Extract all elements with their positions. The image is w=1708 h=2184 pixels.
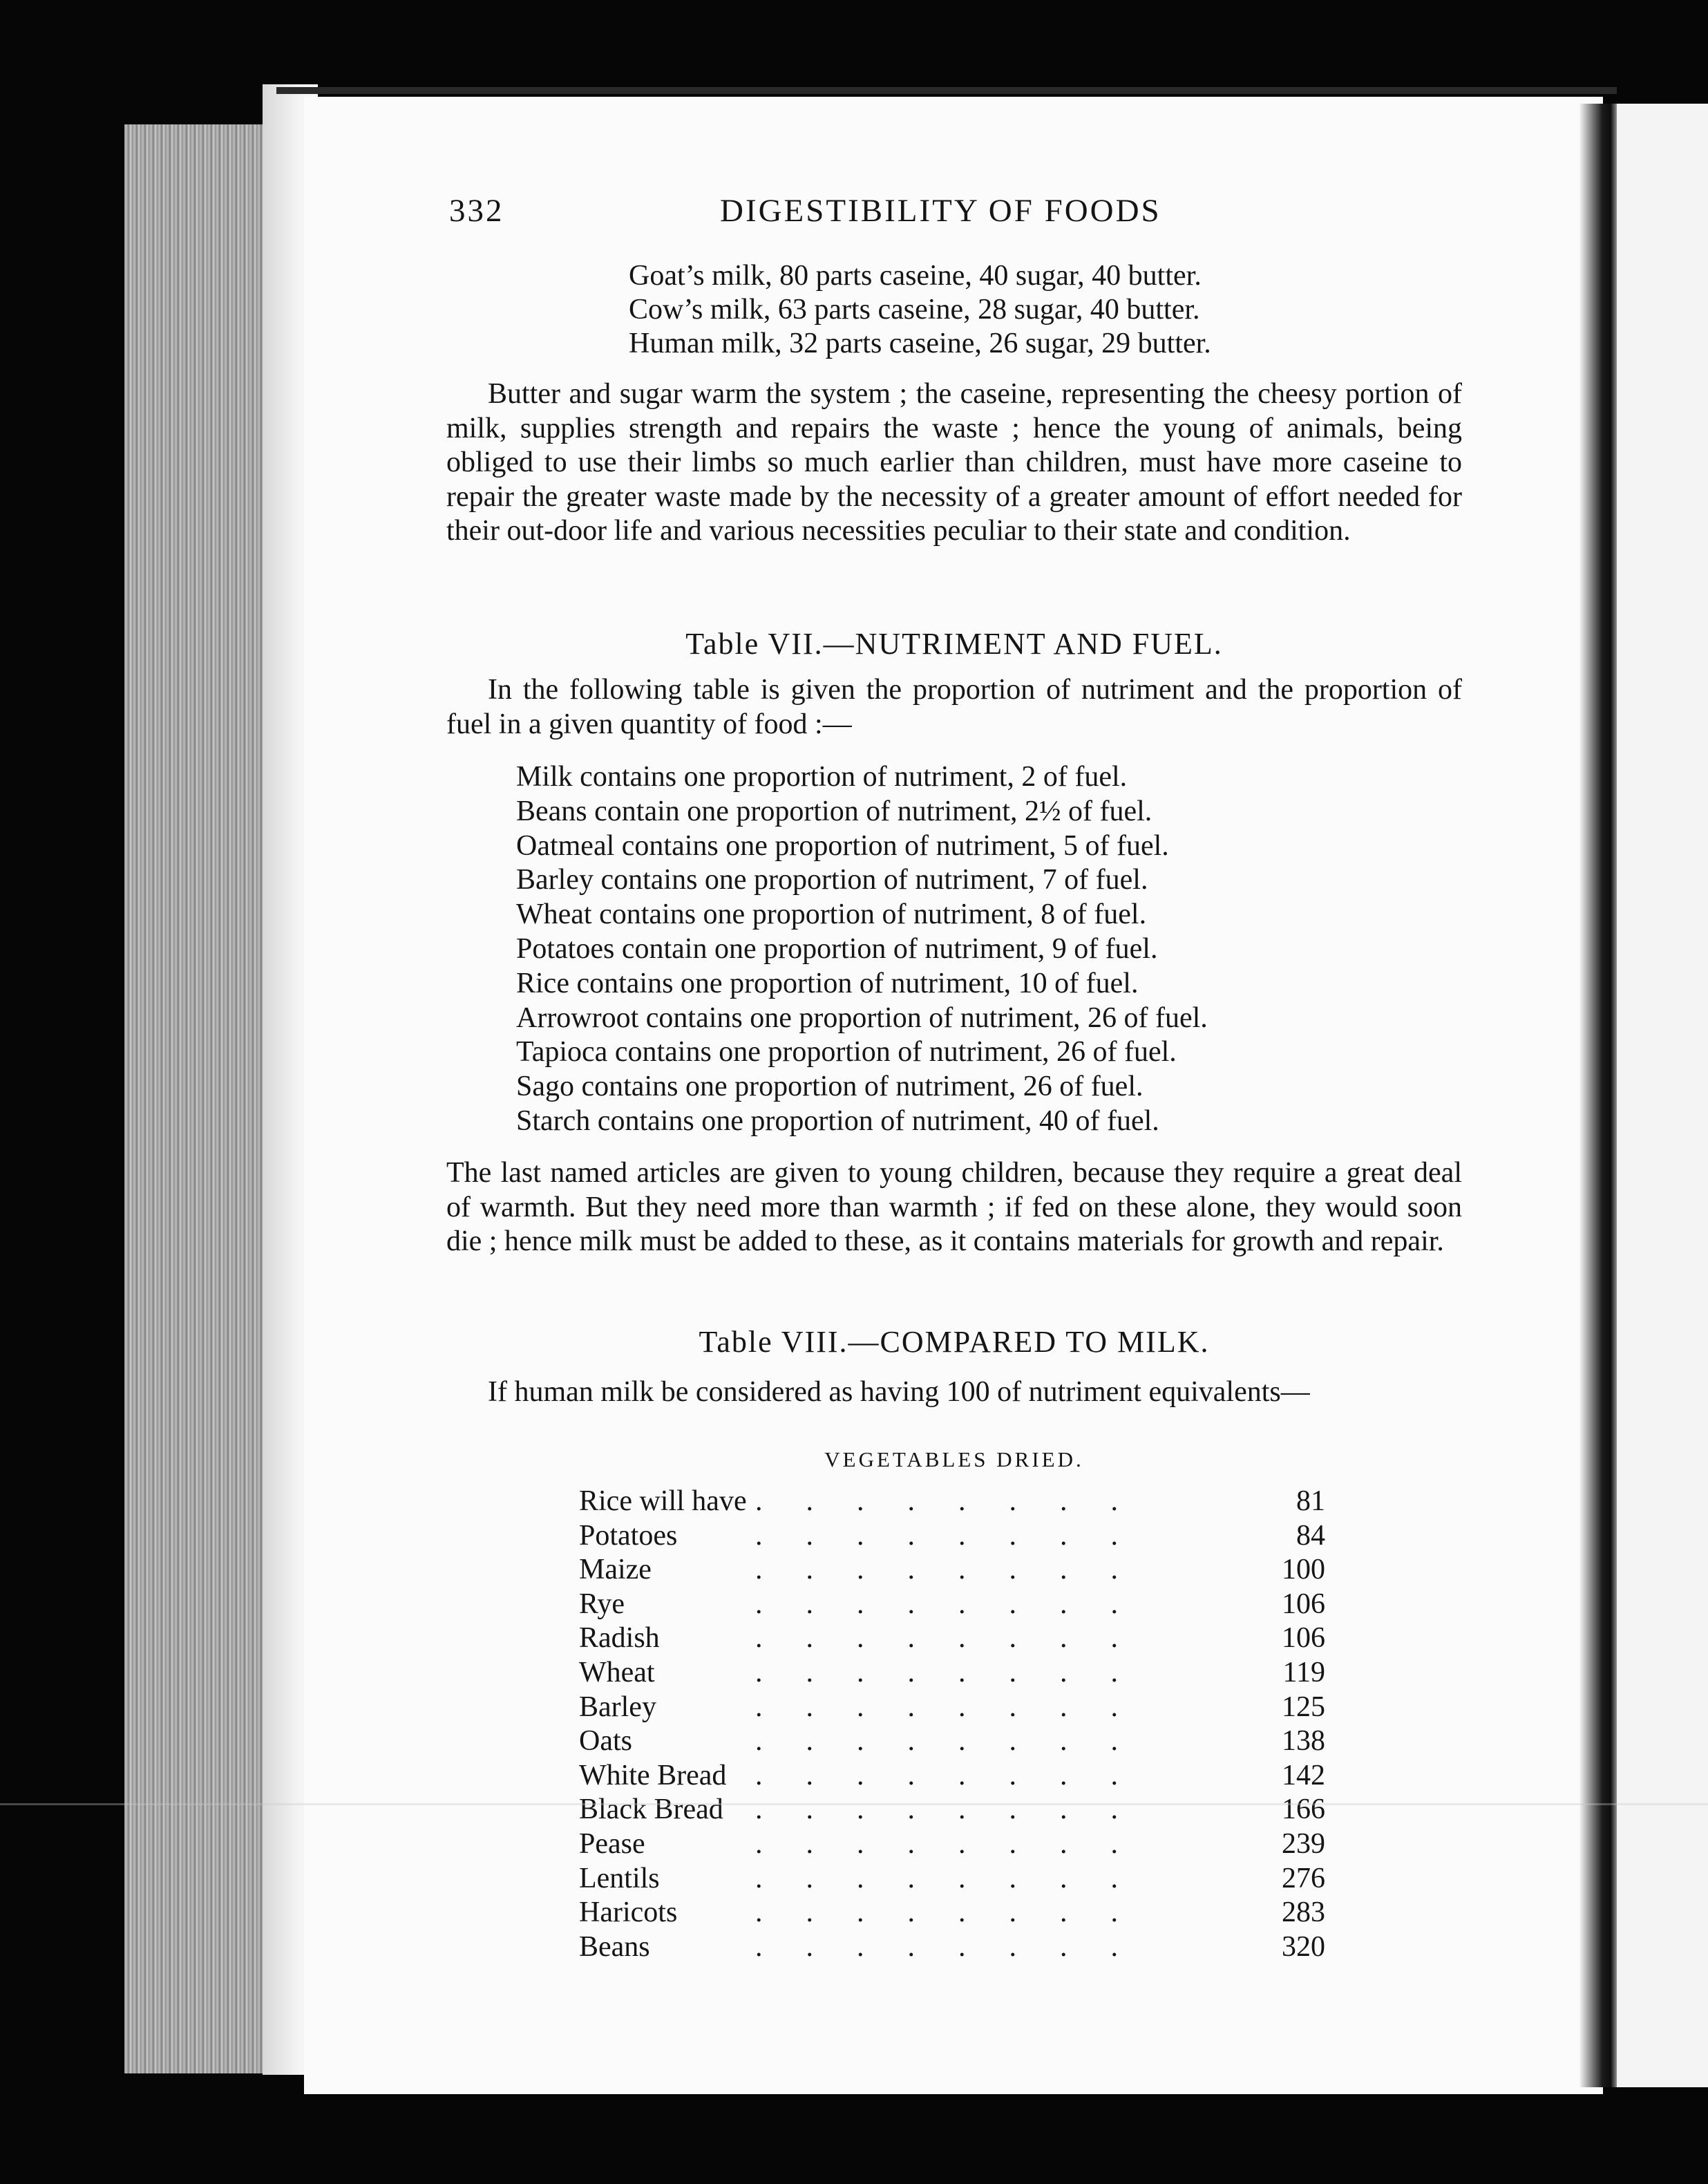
leader-dots: . . . . . . . . — [755, 1656, 1118, 1688]
table-row — [579, 1896, 1325, 1930]
row-name: Lentils — [579, 1862, 660, 1894]
table-row — [579, 1656, 1325, 1691]
nutriment-fuel-list — [516, 760, 1208, 1139]
vegetables-table — [579, 1485, 1325, 1964]
row-value: 239 — [1282, 1827, 1325, 1860]
table-row — [579, 1691, 1325, 1725]
table-row — [579, 1724, 1325, 1759]
row-value: 100 — [1282, 1554, 1325, 1586]
leader-dots: . . . . . . . . — [755, 1862, 1118, 1894]
leader-dots: . . . . . . . . — [755, 1930, 1118, 1963]
list-item: Barley contains one proportion of nutriment, 7 of fuel. — [516, 864, 1148, 896]
table-row — [579, 1759, 1325, 1794]
row-value: 106 — [1282, 1622, 1325, 1655]
leader-dots: . . . . . . . . — [755, 1759, 1118, 1791]
paragraph-butter-block — [446, 377, 1462, 549]
facing-page-edge — [1617, 104, 1708, 2087]
table-row — [579, 1827, 1325, 1862]
page-number: 332 — [449, 193, 504, 229]
row-name: Barley — [579, 1691, 656, 1723]
row-name: Pease — [579, 1827, 645, 1860]
table7-closing-block — [446, 1156, 1462, 1259]
list-item: Sago contains one proportion of nutriment, 26 of fuel. — [516, 1071, 1144, 1103]
leader-dots: . . . . . . . . — [755, 1588, 1118, 1620]
row-name: White Bread — [579, 1759, 727, 1791]
row-value: 276 — [1282, 1862, 1325, 1894]
table-row — [579, 1553, 1325, 1588]
table8-intro-block — [446, 1375, 1462, 1410]
table8-intro: If human milk be considered as having 100 of nutriment equivalents— — [488, 1376, 1310, 1408]
list-item: Wheat contains one proportion of nutriment, 8 of fuel. — [516, 898, 1147, 931]
paragraph-butter: Butter and sugar warm the system ; the caseine, representing the cheesy portion of milk, supplies strength and repairs the waste ; hence the young of animals, being obliged to use their limbs so much earlier than children, must have more caseine to repair the greater waste made by the necessity of a greater amount of effort needed for their out-door life and various necessities peculiar to their state and condition. — [446, 378, 1462, 547]
table-row — [579, 1930, 1325, 1965]
milk-line: Goat’s milk, 80 parts caseine, 40 sugar, 40 butter. — [629, 260, 1202, 292]
list-item: Oatmeal contains one proportion of nutriment, 5 of fuel. — [516, 829, 1169, 862]
table-row — [579, 1621, 1325, 1656]
row-name: Beans — [579, 1930, 650, 1963]
row-value: 283 — [1282, 1896, 1325, 1929]
row-value: 119 — [1282, 1656, 1325, 1688]
row-value: 138 — [1282, 1725, 1325, 1758]
row-value: 81 — [1296, 1485, 1325, 1517]
leader-dots: . . . . . . . . — [755, 1896, 1118, 1929]
row-name: Rye — [579, 1588, 625, 1620]
row-value: 125 — [1282, 1691, 1325, 1723]
leader-dots: . . . . . . . . — [755, 1794, 1118, 1826]
row-value: 142 — [1282, 1759, 1325, 1791]
row-name: Oats — [579, 1725, 632, 1758]
table-row — [579, 1519, 1325, 1554]
leader-dots: . . . . . . . . — [755, 1485, 1118, 1517]
table-row — [579, 1588, 1325, 1622]
row-value: 84 — [1296, 1519, 1325, 1552]
list-item: Starch contains one proportion of nutriment, 40 of fuel. — [516, 1104, 1159, 1137]
table-row — [579, 1485, 1325, 1519]
book-gutter — [1579, 104, 1621, 2087]
table7-intro: In the following table is given the proportion of nutriment and the proportion of fuel in a given quantity of food :— — [446, 674, 1462, 740]
row-value: 106 — [1282, 1588, 1325, 1620]
list-item: Potatoes contain one proportion of nutriment, 9 of fuel. — [516, 932, 1158, 965]
milk-line: Human milk, 32 parts caseine, 26 sugar, 29 butter. — [629, 328, 1211, 359]
list-item: Beans contain one proportion of nutriment, 2½ of fuel. — [516, 795, 1152, 827]
page-title: DIGESTIBILITY OF FOODS — [720, 193, 1161, 229]
list-item: Rice contains one proportion of nutriment, 10 of fuel. — [516, 967, 1139, 999]
leader-dots: . . . . . . . . — [755, 1519, 1118, 1552]
row-name: Rice will have — [579, 1485, 747, 1517]
list-item: Milk contains one proportion of nutriment, 2 of fuel. — [516, 761, 1128, 793]
running-head — [449, 192, 1209, 234]
leader-dots: . . . . . . . . — [755, 1622, 1118, 1655]
table-row — [579, 1793, 1325, 1827]
row-name: Potatoes — [579, 1519, 678, 1552]
leader-dots: . . . . . . . . — [755, 1691, 1118, 1723]
table7-heading: Table VII.—NUTRIMENT AND FUEL. — [685, 627, 1223, 661]
row-value: 320 — [1282, 1930, 1325, 1963]
row-name: Black Bread — [579, 1794, 723, 1826]
page-top-edge — [276, 87, 1617, 94]
table7-closing: The last named articles are given to young children, because they require a great deal of warmth. But they need more than warmth ; if fed on these alone, they would soon die ; hence milk must be added to these, as it contains materials for growth and repair. — [446, 1157, 1462, 1257]
scan-artifact-line — [0, 1803, 1708, 1805]
row-name: Radish — [579, 1622, 660, 1655]
row-name: Wheat — [579, 1656, 655, 1688]
leader-dots: . . . . . . . . — [755, 1827, 1118, 1860]
milk-line: Cow’s milk, 63 parts caseine, 28 sugar, 40 butter. — [629, 294, 1200, 326]
milk-composition-list — [629, 259, 1211, 361]
list-item: Tapioca contains one proportion of nutriment, 26 of fuel. — [516, 1036, 1177, 1069]
row-name: Maize — [579, 1554, 652, 1586]
list-item: Arrowroot contains one proportion of nutriment, 26 of fuel. — [516, 1001, 1208, 1034]
leader-dots: . . . . . . . . — [755, 1554, 1118, 1586]
table8-heading: Table VIII.—COMPARED TO MILK. — [699, 1325, 1210, 1359]
table-row — [579, 1862, 1325, 1896]
leader-dots: . . . . . . . . — [755, 1725, 1118, 1758]
table8-subheading: VEGETABLES DRIED. — [824, 1447, 1084, 1471]
row-value: 166 — [1282, 1794, 1325, 1826]
table7-intro-block — [446, 673, 1462, 742]
row-name: Haricots — [579, 1896, 678, 1929]
